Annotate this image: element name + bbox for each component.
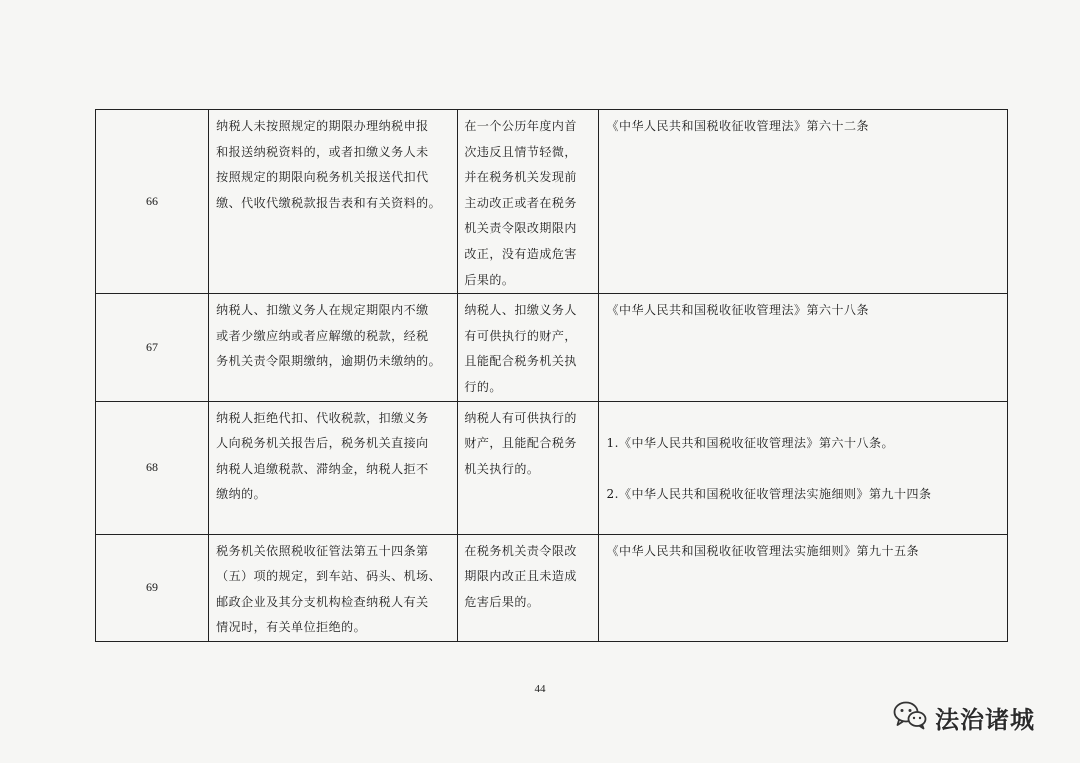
violation-cell xyxy=(209,294,458,401)
table-row xyxy=(96,294,1008,401)
row-number: 68 xyxy=(96,401,209,534)
table-row xyxy=(96,534,1008,641)
law-reference: 1.《中华人民共和国税收征收管理法》第六十八条。 xyxy=(606,436,894,451)
watermark-text: 法治诸城 xyxy=(935,705,1035,734)
law-reference: 2.《中华人民共和国税收征收管理法实施细则》第九十四条 xyxy=(606,487,932,502)
table-row xyxy=(96,401,1008,534)
law-cell xyxy=(598,294,1007,401)
violation-text: 税务机关依照税收征管法第五十四条第 （五）项的规定，到车站、码头、机场、 邮政企业及其分支机构检查纳税人有关 情况时，有关单位拒绝的。 xyxy=(216,543,442,635)
law-reference: 《中华人民共和国税收征收管理法》第六十八条 xyxy=(606,303,870,318)
law-reference: 《中华人民共和国税收征收管理法实施细则》第九十五条 xyxy=(606,543,920,558)
violation-text: 纳税人未按照规定的期限办理纳税申报 和报送纳税资料的，或者扣缴义务人未 按照规定的期限向税务机关报送代扣代 缴、代收代缴税款报告表和有关资料的。 xyxy=(216,119,442,210)
condition-cell xyxy=(458,401,598,534)
condition-text: 在税务机关责令限改 期限内改正且未造成 危害后果的。 xyxy=(464,543,577,609)
violation-cell xyxy=(209,401,458,534)
violation-text: 纳税人、扣缴义务人在规定期限内不缴 或者少缴应纳或者应解缴的税款，经税 务机关责令限期缴纳，逾期仍未缴纳的。 xyxy=(216,303,442,369)
row-number: 66 xyxy=(96,110,209,294)
law-cell xyxy=(598,401,1007,534)
law-reference: 《中华人民共和国税收征收管理法》第六十二条 xyxy=(606,119,870,133)
violation-cell xyxy=(209,110,458,294)
page-number: 44 xyxy=(534,683,546,695)
row-number: 69 xyxy=(96,534,209,641)
table-row xyxy=(96,110,1008,294)
row-number: 67 xyxy=(96,294,209,401)
condition-cell xyxy=(458,534,598,641)
watermark xyxy=(893,700,1035,734)
regulation-table xyxy=(95,109,1008,642)
condition-text: 纳税人有可供执行的 财产，且能配合税务 机关执行的。 xyxy=(464,410,577,476)
condition-cell xyxy=(458,294,598,401)
violation-text: 纳税人拒绝代扣、代收税款，扣缴义务 人向税务机关报告后，税务机关直接向 纳税人追缴税款、滞纳金，纳税人拒不 缴纳的。 xyxy=(216,410,429,502)
violation-cell xyxy=(209,534,458,641)
law-cell xyxy=(598,534,1007,641)
law-cell xyxy=(598,110,1007,294)
condition-text: 在一个公历年度内首 次违反且情节轻微， 并在税务机关发现前 主动改正或者在税务 机关责令限改期限内 改正，没有造成危害 后果的。 xyxy=(464,119,577,287)
wechat-icon xyxy=(893,700,927,734)
condition-text: 纳税人、扣缴义务人 有可供执行的财产， 且能配合税务机关执 行的。 xyxy=(464,303,577,394)
condition-cell xyxy=(458,110,598,294)
